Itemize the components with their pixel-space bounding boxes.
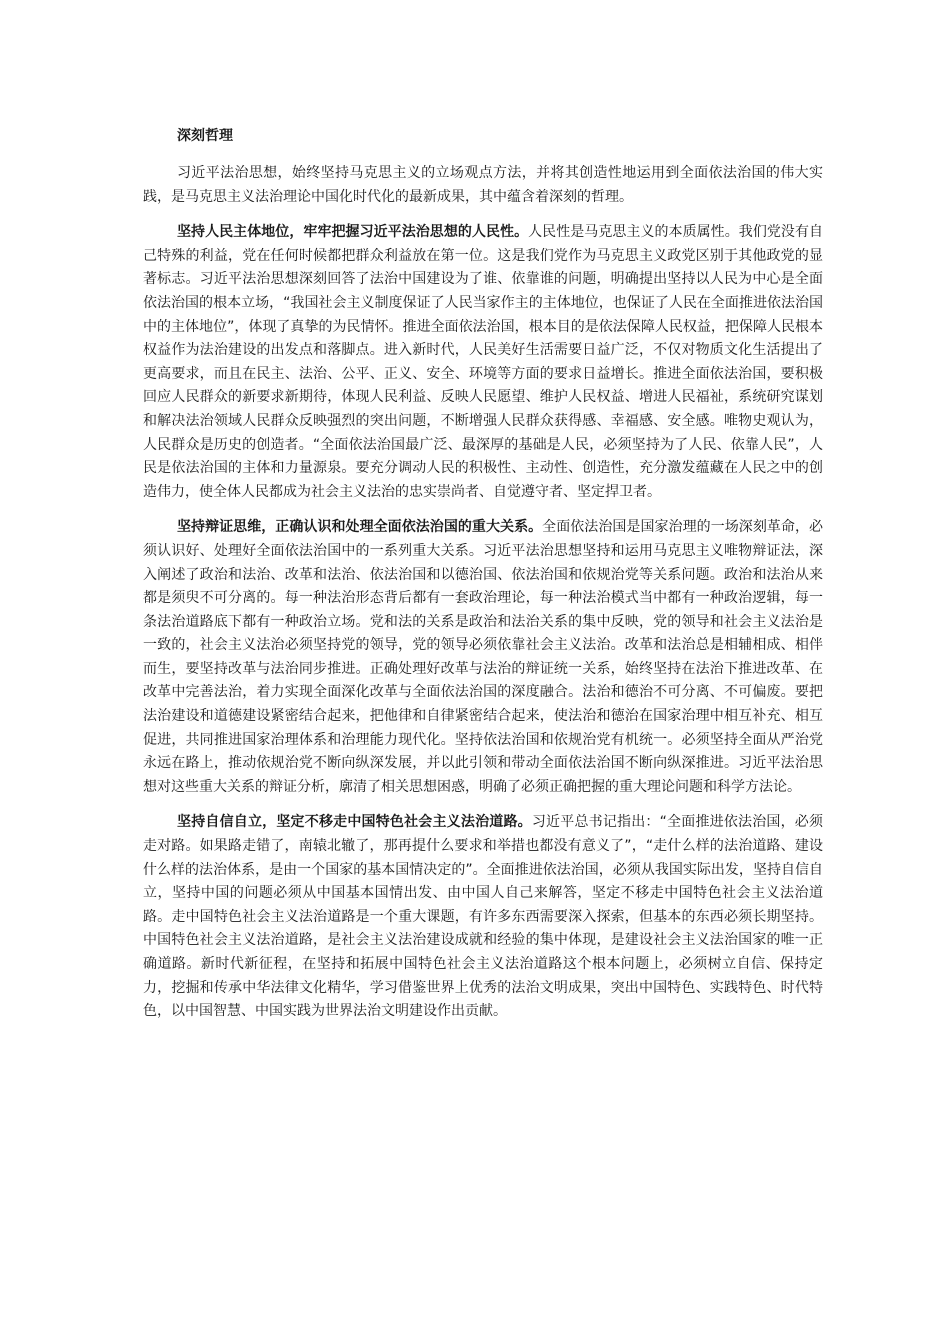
paragraph-body: 习近平总书记指出：“全面推进依法治国，必须走对路。如果路走错了，南辕北辙了，那再提什么要求和举措也都没有意义了”，“走什么样的法治道路、建设什么样的法治体系，是由一个国家的基本国情决定的”。全面推进依法治国，必须从我国实际出发，坚持自信自立，坚持中国的问题必须从中国基本国情出发、由中国人自己来解答，坚定不移走中国特色社会主义法治道路。走中国特色社会主义法治道路是一个重大课题，有许多东西需要深入探索，但基本的东西必须长期坚持。中国特色社会主义法治道路，是社会主义法治建设成就和经验的集中体现，是建设社会主义法治国家的唯一正确道路。新时代新征程，在坚持和拓展中国特色社会主义法治道路这个根本问题上，必须树立自信、保持定力，挖掘和传承中华法律文化精华，学习借鉴世界上优秀的法治文明成果，突出中国特色、实践特色、时代特色，以中国智慧、中国实践为世界法治文明建设作出贡献。 (143, 814, 823, 1020)
paragraph-people-centered (143, 221, 823, 504)
paragraph-body: 全面依法治国是国家治理的一场深刻革命，必须认识好、处理好全面依法治国中的一系列重大关系。习近平法治思想坚持和运用马克思主义唯物辩证法，深入阐述了政治和法治、改革和法治、依法治国和以德治国、依法治国和依规治党等关系问题。政治和法治从来都是须臾不可分离的。每一种法治形态背后都有一套政治理论，每一种法治模式当中都有一种政治逻辑，每一条法治道路底下都有一种政治立场。党和法的关系是政治和法治关系的集中反映，党的领导和社会主义法治是一致的，社会主义法治必须坚持党的领导，党的领导必须依靠社会主义法治。改革和法治总是相辅相成、相伴而生，要坚持改革与法治同步推进。正确处理好改革与法治的辩证统一关系，始终坚持在法治下推进改革、在改革中完善法治，着力实现全面深化改革与全面依法治国的深度融合。法治和德治不可分离、不可偏废。要把法治建设和道德建设紧密结合起来，把他律和自律紧密结合起来，使法治和德治在国家治理中相互补充、相互促进，共同推进国家治理体系和治理能力现代化。坚持依法治国和依规治党有机统一。必须坚持全面从严治党永远在路上，推动依规治党不断向纵深发展，并以此引领和带动全面依法治国不断向纵深推进。习近平法治思想对这些重大关系的辩证分析，廓清了相关思想困惑，明确了必须正确把握的重大理论问题和科学方法论。 (143, 519, 823, 795)
paragraph-body: 人民性是马克思主义的本质属性。我们党没有自己特殊的利益，党在任何时候都把群众利益放在第一位。这是我们党作为马克思主义政党区别于其他政党的显著标志。习近平法治思想深刻回答了法治中国建设为了谁、依靠谁的问题，明确提出坚持以人民为中心是全面依法治国的根本立场，“我国社会主义制度保证了人民当家作主的主体地位，也保证了人民在全面推进依法治国中的主体地位”，体现了真挚的为民情怀。推进全面依法治国，根本目的是依法保障人民权益，把保障人民根本权益作为法治建设的出发点和落脚点。进入新时代，人民美好生活需要日益广泛，不仅对物质文化生活提出了更高要求，而且在民主、法治、公平、正义、安全、环境等方面的要求日益增长。推进全面依法治国，要积极回应人民群众的新要求新期待，体现人民利益、反映人民愿望、维护人民权益、增进人民福祉，系统研究谋划和解决法治领域人民群众反映强烈的突出问题，不断增强人民群众获得感、幸福感、安全感。唯物史观认为，人民群众是历史的创造者。“全面依法治国最广泛、最深厚的基础是人民，必须坚持为了人民、依靠人民”，人民是依法治国的主体和力量源泉。要充分调动人民的积极性、主动性、创造性，充分激发蕴藏在人民之中的创造伟力，使全体人民都成为社会主义法治的忠实崇尚者、自觉遵守者、坚定捍卫者。 (143, 224, 823, 500)
paragraph-lead: 坚持自信自立，坚定不移走中国特色社会主义法治道路。 (177, 814, 532, 831)
paragraph-self-confidence (143, 811, 823, 1023)
paragraph-dialectical-thinking (143, 516, 823, 799)
document-page (143, 124, 823, 1036)
intro-paragraph: 习近平法治思想，始终坚持马克思主义的立场观点方法，并将其创造性地运用到全面依法治国的伟大实践，是马克思主义法治理论中国化时代化的最新成果，其中蕴含着深刻的哲理。 (143, 165, 823, 205)
section-title: 深刻哲理 (177, 128, 233, 144)
paragraph-lead: 坚持人民主体地位，牢牢把握习近平法治思想的人民性。 (177, 224, 529, 241)
paragraph-lead: 坚持辩证思维，正确认识和处理全面依法治国的重大关系。 (177, 519, 543, 536)
